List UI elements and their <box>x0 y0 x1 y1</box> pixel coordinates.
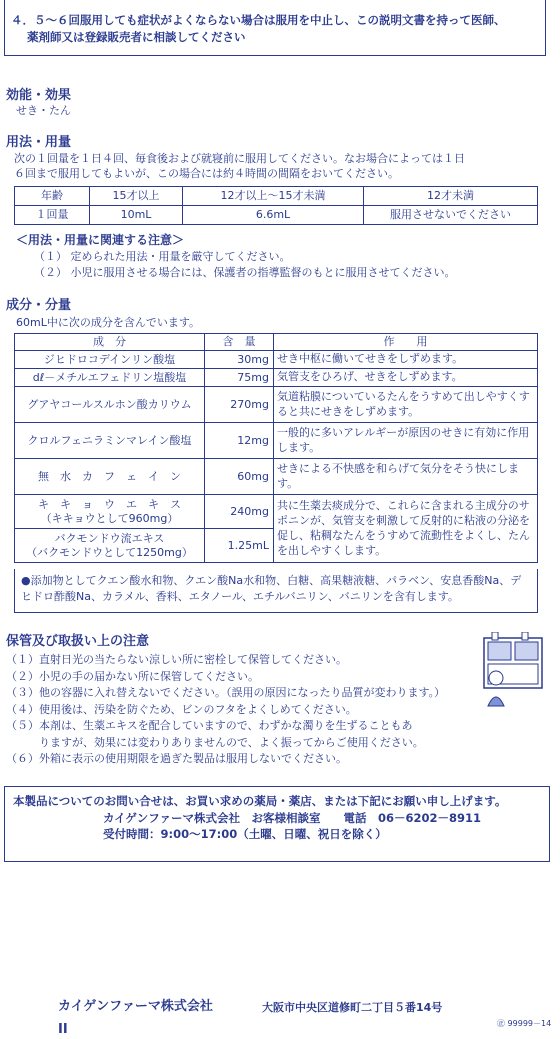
contact-hours: 受付時間：9:00～17:00（土曜、日曜、祝日を除く） <box>103 827 387 842</box>
contact-line-1: 本製品についてのお問い合せは、お買い求めの薬局・薬店、または下記にお願い申し上げます。 <box>13 794 507 808</box>
table-row <box>15 495 538 529</box>
dosage-heading: 用法・用量 <box>6 135 72 150</box>
table-cell: 12才以上～15才未満 <box>183 187 364 206</box>
ingredient-name: 無 水 カ フ ェ イ ン <box>15 459 205 495</box>
table-cell: １回量 <box>15 206 90 225</box>
dosage-line-1: 次の１回量を１日４回、毎食後および就寝前に服用してください。なお場合によっては１日 <box>14 152 465 165</box>
ingredient-name: ジヒドロコデインリン酸塩 <box>15 351 205 369</box>
footer-code <box>497 1019 551 1029</box>
table-header: 成 分 <box>15 334 205 351</box>
contact-line-2: カイゲンファーマ株式会社 お客様相談室 電話 06－6202－8911 <box>103 810 481 825</box>
footer-mark: II <box>58 1022 68 1037</box>
ingredient-effect: せき中枢に働いてせきをしずめます。 <box>274 351 538 369</box>
table-row <box>15 351 538 369</box>
ingredient-amount: 1.25mL <box>205 529 274 563</box>
table-row <box>15 459 538 495</box>
table-cell: 服用させないでください <box>364 206 538 225</box>
ingredient-effect: せきによる不快感を和らげて気分をそう快にします。 <box>274 459 538 495</box>
table-row <box>15 423 538 459</box>
ingredient-amount: 75mg <box>205 369 274 387</box>
efficacy-text: せき・たん <box>16 104 71 117</box>
warning-box <box>4 0 546 56</box>
ingredient-amount: 270mg <box>205 387 274 423</box>
table-row <box>15 187 538 206</box>
dosage-line-2: ６回まで服用してもよいが、この場合には約４時間の間隔をおいてください。 <box>14 167 399 180</box>
contact-box <box>4 786 550 862</box>
dosage-table <box>14 186 538 225</box>
child-cabinet-illustration <box>482 632 546 708</box>
footer-company: カイゲンファーマ株式会社 <box>58 999 213 1014</box>
storage-heading: 保管及び取扱い上の注意 <box>6 634 150 649</box>
ingredients-heading: 成分・分量 <box>6 298 72 313</box>
dosage-note-1: （１） 定められた用法・用量を厳守してください。 <box>34 250 291 263</box>
ingredient-effect: 一般的に多いアレルギーが原因のせきに有効に作用します。 <box>274 423 538 459</box>
herbal-name: キ キ ョ ウ エ キ ス <box>38 497 181 511</box>
table-header: 作 用 <box>274 334 538 351</box>
storage-item: （６）外箱に表示の使用期限を過ぎた製品は服用しないでください。 <box>6 752 347 765</box>
storage-item: りますが、効果には変わりありませんので、よく振ってからご使用ください。 <box>6 735 424 749</box>
table-cell: 6.6mL <box>183 206 364 225</box>
ingredient-effect: 気管支をひろげ、せきをしずめます。 <box>274 369 538 387</box>
ingredients-table <box>14 333 538 563</box>
additives-note: ●添加物としてクエン酸水和物、クエン酸Na水和物、白糖、高果糖液糖、パラベン、安息香酸Na、デヒドロ酢酸Na、カラメル、香料、エタノール、エチルバニリン、バニリンを含有します。 <box>14 569 538 613</box>
ingredients-intro: 60mL中に次の成分を含んでいます。 <box>16 316 200 329</box>
table-cell: 12才未満 <box>364 187 538 206</box>
storage-item: （３）他の容器に入れ替えないでください。（誤用の原因になったり品質が変わります。） <box>6 686 446 699</box>
footer-address: 大阪市中央区道修町二丁目５番14号 <box>262 1001 443 1014</box>
dosage-note-2: （２） 小児に服用させる場合には、保護者の指導監督のもとに服用させてください。 <box>34 266 456 279</box>
table-row <box>15 334 538 351</box>
table-cell: 15才以上 <box>90 187 183 206</box>
ingredient-name: クロルフェニラミンマレイン酸塩 <box>15 423 205 459</box>
herbal-sub: （バクモンドウとして1250mg） <box>26 545 193 559</box>
storage-list <box>6 652 445 768</box>
ingredient-effect: 気道粘膜についているたんをうすめて出しやすくすると共にせきをしずめます。 <box>274 387 538 423</box>
herbal-name-cell <box>15 529 205 563</box>
table-row <box>15 206 538 225</box>
warning-line-2: 薬剤師又は登録販売者に相談してください <box>27 30 246 45</box>
table-cell: 年齢 <box>15 187 90 206</box>
storage-item: （４）使用後は、汚染を防ぐため、ビンのフタをよくしめてください。 <box>6 702 357 716</box>
herbal-effect: 共に生薬去痰成分で、これらに含まれる主成分のサポニンが、気管支を刺激して反射的に粘液の分泌を促し、粘稠なたんをうすめて流動性をよくし、たんを出しやすくします。 <box>274 495 538 563</box>
ingredient-name: dℓ－メチルエフェドリン塩酸塩 <box>15 369 205 387</box>
efficacy-heading: 効能・効果 <box>6 88 72 103</box>
warning-line-1: ４．５～６回服用しても症状がよくならない場合は服用を中止し、この説明文書を持って医師、 <box>11 13 506 27</box>
ingredient-amount: 240mg <box>205 495 274 529</box>
dosage-notes-heading: ＜用法・用量に関連する注意＞ <box>16 233 185 247</box>
storage-item: （１）直射日光の当たらない涼しい所に密栓して保管してください。 <box>6 653 347 666</box>
herbal-name-cell <box>15 495 205 529</box>
ingredient-name: グアヤコールスルホン酸カリウム <box>15 387 205 423</box>
table-header: 含 量 <box>205 334 274 351</box>
herbal-sub: （キキョウとして960mg） <box>40 511 179 525</box>
table-row <box>15 387 538 423</box>
doc-code-icon: ㊣ <box>497 1019 505 1028</box>
table-cell: 10mL <box>90 206 183 225</box>
ingredient-amount: 12mg <box>205 423 274 459</box>
footer-code-text: 99999－14 <box>507 1019 552 1028</box>
ingredient-amount: 60mg <box>205 459 274 495</box>
storage-item: （５）本剤は、生薬エキスを配合していますので、わずかな濁りを生ずることもあ <box>6 719 413 732</box>
storage-item: （２）小児の手の届かない所に保管してください。 <box>6 669 259 683</box>
table-row <box>15 369 538 387</box>
herbal-name: バクモンドウ流エキス <box>54 531 165 545</box>
ingredient-amount: 30mg <box>205 351 274 369</box>
